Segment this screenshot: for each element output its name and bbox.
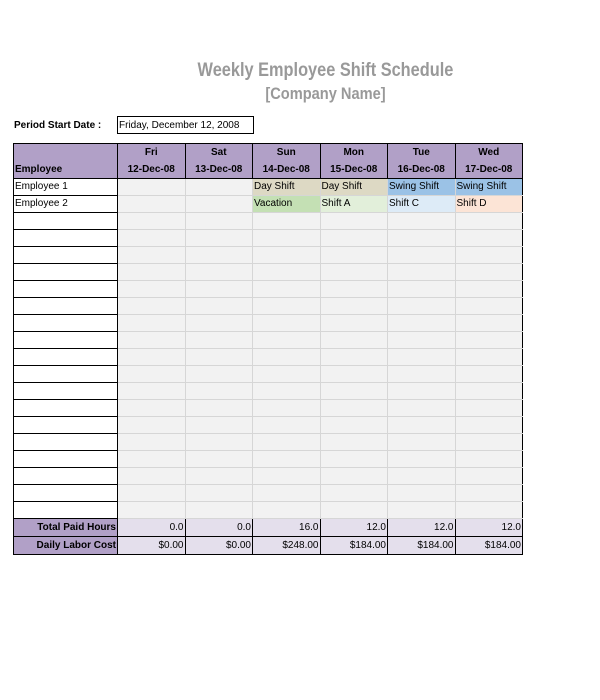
shift-cell[interactable] xyxy=(253,383,321,400)
header-day: Sun xyxy=(253,144,321,162)
employee-name-cell[interactable] xyxy=(14,417,118,434)
shift-cell[interactable] xyxy=(455,298,523,315)
shift-cell[interactable] xyxy=(253,468,321,485)
shift-cell[interactable] xyxy=(185,417,253,434)
shift-cell[interactable] xyxy=(455,366,523,383)
labor-cost-value: $0.00 xyxy=(185,537,253,555)
empty-employee-row xyxy=(14,213,523,230)
shift-cell[interactable] xyxy=(455,349,523,366)
shift-cell[interactable] xyxy=(388,485,456,502)
employee-name-cell[interactable] xyxy=(14,349,118,366)
shift-cell[interactable] xyxy=(185,247,253,264)
employee-name-cell[interactable] xyxy=(14,213,118,230)
shift-cell[interactable] xyxy=(320,502,388,519)
shift-cell[interactable] xyxy=(118,502,186,519)
shift-cell[interactable] xyxy=(388,332,456,349)
shift-cell[interactable] xyxy=(320,281,388,298)
shift-cell[interactable] xyxy=(118,366,186,383)
employee-name-cell[interactable] xyxy=(14,451,118,468)
company-name: [Company Name] xyxy=(265,84,386,103)
labor-cost-value: $0.00 xyxy=(118,537,186,555)
shift-cell[interactable] xyxy=(118,298,186,315)
empty-employee-row xyxy=(14,468,523,485)
labor-cost-value: $184.00 xyxy=(320,537,388,555)
shift-cell[interactable] xyxy=(388,417,456,434)
shift-cell[interactable] xyxy=(455,417,523,434)
employee-name-cell[interactable] xyxy=(14,485,118,502)
shift-cell[interactable]: Shift D xyxy=(455,196,523,213)
shift-cell[interactable] xyxy=(455,332,523,349)
shift-cell[interactable] xyxy=(253,230,321,247)
shift-cell[interactable] xyxy=(388,400,456,417)
total-hours-value: 0.0 xyxy=(118,519,186,537)
shift-cell[interactable] xyxy=(253,451,321,468)
shift-cell[interactable] xyxy=(388,451,456,468)
header-row-days xyxy=(14,144,523,162)
empty-employee-row xyxy=(14,349,523,366)
header-day: Fri xyxy=(118,144,186,162)
shift-cell[interactable] xyxy=(388,349,456,366)
employee-name-cell[interactable] xyxy=(14,366,118,383)
total-hours-value: 0.0 xyxy=(185,519,253,537)
shift-cell[interactable] xyxy=(118,468,186,485)
shift-cell[interactable] xyxy=(320,383,388,400)
shift-cell[interactable] xyxy=(118,179,186,196)
total-hours-row xyxy=(14,519,523,537)
labor-cost-value: $248.00 xyxy=(253,537,321,555)
empty-employee-row xyxy=(14,451,523,468)
shift-cell[interactable] xyxy=(185,434,253,451)
shift-cell[interactable] xyxy=(185,179,253,196)
shift-cell[interactable] xyxy=(455,434,523,451)
shift-cell[interactable] xyxy=(185,213,253,230)
shift-cell[interactable] xyxy=(388,213,456,230)
shift-cell[interactable] xyxy=(185,383,253,400)
header-day: Tue xyxy=(388,144,456,162)
shift-cell[interactable] xyxy=(388,264,456,281)
shift-cell[interactable] xyxy=(320,366,388,383)
period-start-label: Period Start Date : xyxy=(14,120,102,131)
header-date: 17-Dec-08 xyxy=(455,161,523,179)
shift-cell[interactable] xyxy=(185,298,253,315)
shift-cell[interactable] xyxy=(253,264,321,281)
shift-cell[interactable] xyxy=(118,213,186,230)
shift-cell[interactable] xyxy=(185,264,253,281)
shift-cell[interactable] xyxy=(185,349,253,366)
shift-cell[interactable] xyxy=(320,468,388,485)
shift-cell[interactable] xyxy=(388,315,456,332)
shift-cell[interactable] xyxy=(253,434,321,451)
shift-cell[interactable] xyxy=(320,213,388,230)
labor-cost-value: $184.00 xyxy=(455,537,523,555)
shift-cell[interactable] xyxy=(185,451,253,468)
employee-name-cell[interactable] xyxy=(14,400,118,417)
shift-cell[interactable] xyxy=(320,298,388,315)
shift-cell[interactable] xyxy=(455,281,523,298)
shift-cell[interactable] xyxy=(253,417,321,434)
shift-cell[interactable] xyxy=(455,485,523,502)
shift-cell[interactable] xyxy=(118,196,186,213)
shift-cell[interactable] xyxy=(320,485,388,502)
shift-cell[interactable] xyxy=(118,400,186,417)
header-date: 16-Dec-08 xyxy=(388,161,456,179)
empty-employee-row xyxy=(14,383,523,400)
shift-cell[interactable] xyxy=(455,264,523,281)
employee-name-cell[interactable] xyxy=(14,434,118,451)
employee-name-cell[interactable] xyxy=(14,315,118,332)
shift-cell[interactable] xyxy=(388,230,456,247)
employee-name-cell[interactable] xyxy=(14,298,118,315)
empty-employee-row xyxy=(14,502,523,519)
shift-cell[interactable] xyxy=(253,298,321,315)
shift-cell[interactable] xyxy=(320,400,388,417)
shift-cell[interactable]: Swing Shift xyxy=(455,179,523,196)
employee-name-cell[interactable] xyxy=(14,383,118,400)
shift-cell[interactable] xyxy=(185,400,253,417)
shift-cell[interactable] xyxy=(320,434,388,451)
shift-cell[interactable] xyxy=(118,434,186,451)
period-start-field[interactable]: Friday, December 12, 2008 xyxy=(117,116,254,134)
empty-employee-row xyxy=(14,485,523,502)
total-hours-label: Total Paid Hours xyxy=(14,519,118,537)
shift-cell[interactable] xyxy=(118,281,186,298)
shift-cell[interactable] xyxy=(253,281,321,298)
shift-cell[interactable] xyxy=(455,502,523,519)
shift-cell[interactable] xyxy=(185,502,253,519)
shift-cell[interactable] xyxy=(455,383,523,400)
shift-cell[interactable] xyxy=(455,247,523,264)
header-date: 15-Dec-08 xyxy=(320,161,388,179)
empty-employee-row xyxy=(14,434,523,451)
header-employee: Employee xyxy=(14,161,118,179)
shift-cell[interactable] xyxy=(185,468,253,485)
shift-cell[interactable] xyxy=(455,451,523,468)
shift-cell[interactable] xyxy=(320,349,388,366)
total-hours-value: 12.0 xyxy=(320,519,388,537)
shift-cell[interactable] xyxy=(253,485,321,502)
shift-cell[interactable] xyxy=(320,315,388,332)
shift-cell[interactable] xyxy=(320,247,388,264)
empty-employee-row xyxy=(14,298,523,315)
labor-cost-row xyxy=(14,537,523,555)
employee-name-cell[interactable]: Employee 1 xyxy=(14,179,118,196)
employee-row xyxy=(14,196,523,213)
empty-employee-row xyxy=(14,400,523,417)
empty-employee-row xyxy=(14,230,523,247)
empty-employee-row xyxy=(14,332,523,349)
labor-cost-label: Daily Labor Cost xyxy=(14,537,118,555)
shift-cell[interactable]: Shift C xyxy=(388,196,456,213)
shift-cell[interactable]: Shift A xyxy=(320,196,388,213)
shift-cell[interactable] xyxy=(455,230,523,247)
header-day: Sat xyxy=(185,144,253,162)
shift-cell[interactable] xyxy=(185,196,253,213)
shift-cell[interactable] xyxy=(455,468,523,485)
total-hours-value: 16.0 xyxy=(253,519,321,537)
shift-cell[interactable] xyxy=(118,485,186,502)
labor-cost-value: $184.00 xyxy=(388,537,456,555)
shift-cell[interactable] xyxy=(253,366,321,383)
shift-cell[interactable] xyxy=(118,383,186,400)
empty-employee-row xyxy=(14,417,523,434)
empty-employee-row xyxy=(14,281,523,298)
employee-name-cell[interactable] xyxy=(14,468,118,485)
shift-cell[interactable] xyxy=(455,400,523,417)
header-row-dates xyxy=(14,161,523,179)
shift-cell[interactable]: Swing Shift xyxy=(388,179,456,196)
empty-employee-row xyxy=(14,366,523,383)
shift-cell[interactable]: Day Shift xyxy=(253,179,321,196)
shift-cell[interactable] xyxy=(320,451,388,468)
empty-employee-row xyxy=(14,247,523,264)
shift-cell[interactable] xyxy=(455,213,523,230)
shift-cell[interactable] xyxy=(253,315,321,332)
shift-cell[interactable] xyxy=(388,298,456,315)
shift-cell[interactable] xyxy=(388,468,456,485)
header-date: 13-Dec-08 xyxy=(185,161,253,179)
shift-cell[interactable] xyxy=(253,332,321,349)
employee-name-cell[interactable] xyxy=(14,332,118,349)
shift-cell[interactable] xyxy=(118,451,186,468)
employee-name-cell[interactable] xyxy=(14,281,118,298)
shift-cell[interactable] xyxy=(455,315,523,332)
page-title: Weekly Employee Shift Schedule xyxy=(197,60,454,81)
shift-cell[interactable] xyxy=(118,264,186,281)
schedule-table xyxy=(13,143,523,555)
header-day: Wed xyxy=(455,144,523,162)
shift-cell[interactable] xyxy=(253,502,321,519)
shift-cell[interactable] xyxy=(185,281,253,298)
shift-cell[interactable] xyxy=(253,247,321,264)
employee-row xyxy=(14,179,523,196)
shift-cell[interactable] xyxy=(253,400,321,417)
shift-cell[interactable] xyxy=(320,332,388,349)
shift-cell[interactable] xyxy=(388,434,456,451)
shift-cell[interactable] xyxy=(320,417,388,434)
header-day: Mon xyxy=(320,144,388,162)
shift-cell[interactable] xyxy=(388,366,456,383)
shift-cell[interactable] xyxy=(118,332,186,349)
header-date: 14-Dec-08 xyxy=(253,161,321,179)
shift-cell[interactable] xyxy=(185,332,253,349)
employee-name-cell[interactable] xyxy=(14,264,118,281)
shift-cell[interactable]: Day Shift xyxy=(320,179,388,196)
shift-cell[interactable] xyxy=(118,247,186,264)
shift-cell[interactable] xyxy=(253,349,321,366)
shift-cell[interactable] xyxy=(253,213,321,230)
shift-cell[interactable] xyxy=(185,485,253,502)
total-hours-value: 12.0 xyxy=(455,519,523,537)
shift-cell[interactable] xyxy=(388,281,456,298)
employee-name-cell[interactable] xyxy=(14,247,118,264)
empty-employee-row xyxy=(14,315,523,332)
empty-employee-row xyxy=(14,264,523,281)
shift-cell[interactable] xyxy=(118,230,186,247)
header-employee-blank xyxy=(14,144,118,162)
total-hours-value: 12.0 xyxy=(388,519,456,537)
shift-cell[interactable] xyxy=(185,315,253,332)
shift-cell[interactable] xyxy=(185,366,253,383)
header-date: 12-Dec-08 xyxy=(118,161,186,179)
employee-name-cell[interactable] xyxy=(14,502,118,519)
shift-cell[interactable] xyxy=(320,230,388,247)
shift-cell[interactable] xyxy=(388,502,456,519)
shift-cell[interactable]: Vacation xyxy=(253,196,321,213)
employee-name-cell[interactable] xyxy=(14,230,118,247)
shift-cell[interactable] xyxy=(118,315,186,332)
shift-cell[interactable] xyxy=(388,383,456,400)
shift-cell[interactable] xyxy=(388,247,456,264)
shift-cell[interactable] xyxy=(118,417,186,434)
shift-cell[interactable] xyxy=(320,264,388,281)
employee-name-cell[interactable]: Employee 2 xyxy=(14,196,118,213)
shift-cell[interactable] xyxy=(118,349,186,366)
shift-cell[interactable] xyxy=(185,230,253,247)
